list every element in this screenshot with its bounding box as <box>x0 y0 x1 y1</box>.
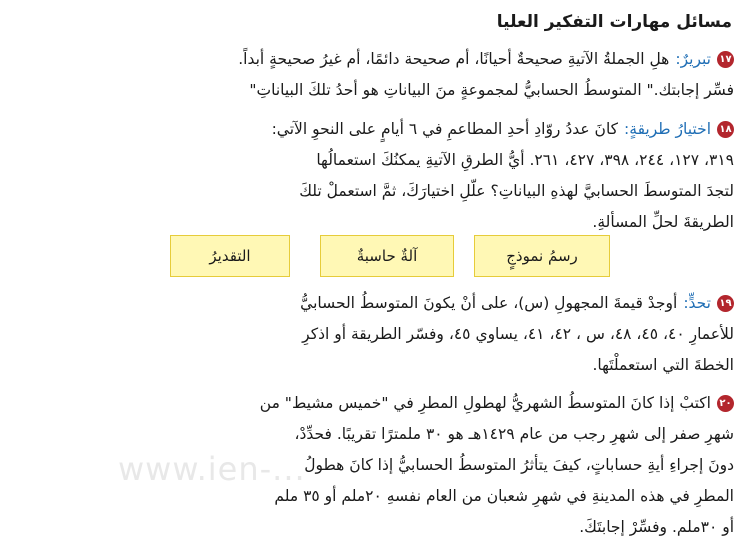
question-category: تحدٍّ: <box>683 294 711 312</box>
method-options <box>0 235 756 281</box>
question-19-line-2: للأعمارِ ٤٠، ٤٥، ٤٨، س ، ٤٢، ٤١، يساوي ٤٥، وفسّر الطريقة أو اذكرِ <box>302 325 734 343</box>
question-category: اختيارُ طريقةٍ: <box>624 120 711 138</box>
question-17-line-2: فسِّر إجابتك." المتوسطُ الحسابيُّ لمجموعةٍ منَ البياناتِ هو أحدُ تلكَ البياناتِ" <box>249 81 734 99</box>
question-category: تبريرٌ: <box>675 50 711 68</box>
question-number-badge: ٢٠ <box>717 395 734 412</box>
option-model-drawing[interactable]: رسمُ نموذجٍ <box>474 235 610 277</box>
question-18 <box>22 114 734 238</box>
question-20 <box>22 388 734 543</box>
question-number-badge: ١٩ <box>717 295 734 312</box>
question-19-line-1: ١٩تحدٍّ:أوجدْ قيمةَ المجهولِ (س)، على أنْ يكونَ المتوسطُ الحسابيُّ <box>22 288 734 319</box>
question-18-line-3: لتجدَ المتوسطَ الحسابيَّ لهذهِ البياناتِ؟ علّلِ اختيارَكَ، ثمَّ استعملْ تلكَ <box>299 182 734 200</box>
option-calculator[interactable]: آلةٌ حاسبةٌ <box>320 235 454 277</box>
option-estimation[interactable]: التقديرُ <box>170 235 290 277</box>
section-heading: مسائل مهارات التفكير العليا <box>496 12 732 32</box>
question-20-line-4: المطرِ في هذه المدينةِ في شهرِ شعبان من العام نفسهِ ٢٠ملم أو ٣٥ ملم <box>274 487 734 505</box>
question-20-line-5: أو ٣٠ملم. وفسِّرْ إجابتَكَ. <box>579 518 734 536</box>
question-17-line-1: ١٧تبريرٌ:هلِ الجملةُ الآتيةِ صحيحةٌ أحيانًا، أم صحيحة دائمًا، أم غيرُ صحيحةٍ أبداً. <box>22 44 734 75</box>
question-19-line-3: الخطةَ التي استعملْتَها. <box>592 356 734 374</box>
question-18-line-4: الطريقةَ لحلِّ المسألةِ. <box>592 213 734 231</box>
question-17 <box>22 44 734 106</box>
question-18-line-1: ١٨اختيارُ طريقةٍ:كانَ عددُ روّادِ أحدِ المطاعمِ في ٦ أيامٍ على النحوِ الآتي: <box>22 114 734 145</box>
question-18-line-2: ٣١٩، ١٢٧، ٢٤٤، ٣٩٨، ٤٢٧، ٢٦١. أيُّ الطرقِ الآتيةِ يمكنُكَ استعمالُها <box>316 151 734 169</box>
question-20-line-1: ٢٠اكتبْ إذا كانَ المتوسطُ الشهريُّ لهطولِ المطرِ في "خميس مشيط" من <box>22 388 734 419</box>
question-19 <box>22 288 734 381</box>
question-number-badge: ١٨ <box>717 121 734 138</box>
question-20-line-2: شهرِ صفر إلى شهرِ رجب من عام ١٤٢٩هـ هو ٣٠ ملمترًا تقريبًا. فحدِّدْ، <box>294 425 734 443</box>
question-20-line-3: دونَ إجراءِ أيةِ حساباتٍ، كيفَ يتأثرُ المتوسطُ الحسابيُّ إذا كانَ هطولُ <box>304 456 734 474</box>
watermark: www.ien-... <box>118 450 306 488</box>
question-number-badge: ١٧ <box>717 51 734 68</box>
